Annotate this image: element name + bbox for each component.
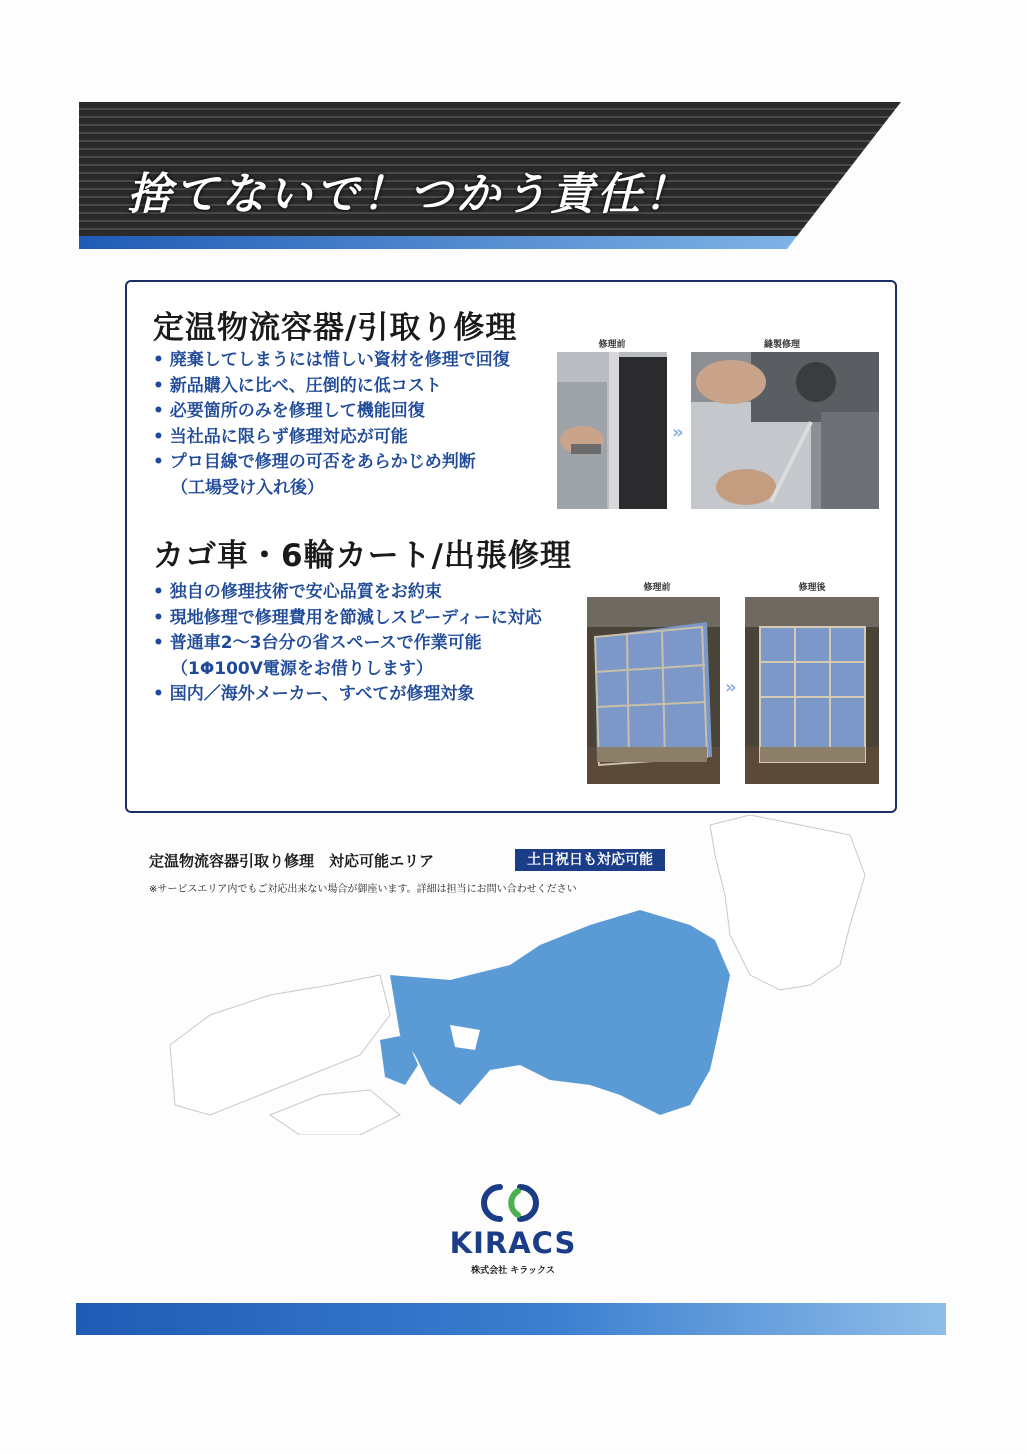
photo-caption-before-cart: 修理前	[643, 583, 671, 593]
section1-bullets	[153, 348, 510, 501]
service-info-box	[125, 280, 897, 813]
logo-wordmark: KIRACS	[449, 1226, 577, 1260]
area-note: ※サービスエリア内でもご対応出来ない場合が御座います。詳細は担当にお問い合わせください	[149, 884, 577, 895]
section2-heading: カゴ車・6輪カート/出張修理	[153, 538, 572, 574]
arrow-icon: »	[672, 422, 684, 443]
section1-heading: 定温物流容器/引取り修理	[153, 310, 518, 346]
list-item: • プロ目線で修理の可否をあらかじめ判断	[153, 452, 476, 472]
weekend-support-badge: 土日祝日も対応可能	[515, 849, 665, 871]
list-item: （工場受け入れ後）	[171, 477, 324, 498]
section2-bullets	[153, 580, 542, 708]
arrow-icon: »	[725, 677, 737, 698]
cart-before-photo	[587, 597, 720, 784]
area-title: 定温物流容器引取り修理 対応可能エリア	[149, 852, 435, 870]
list-item: • 新品購入に比べ、圧倒的に低コスト	[153, 375, 442, 396]
footer-bar	[76, 1303, 946, 1335]
photo-caption-sewing: 縫製修理	[763, 340, 800, 350]
company-name: 株式会社 キラックス	[471, 1266, 555, 1276]
list-item: • 当社品に限らず修理対応が可能	[153, 426, 408, 447]
banner-title: 捨てないで！つかう責任！	[127, 169, 691, 220]
cart-after-photo	[745, 597, 879, 784]
list-item: • 国内／海外メーカー、すべてが修理対象	[153, 684, 475, 704]
header-banner	[79, 102, 901, 249]
list-item: • 廃棄してしまうには惜しい資材を修理で回復	[153, 350, 510, 370]
sewing-repair-photo	[691, 352, 879, 509]
list-item: （1Φ100V電源をお借りします）	[171, 658, 433, 679]
container-before-photo	[557, 352, 667, 509]
list-item: • 現地修理で修理費用を節減しスピーディーに対応	[153, 607, 542, 628]
photo-caption-before: 修理前	[598, 340, 626, 350]
photo-caption-after-cart: 修理後	[798, 583, 826, 593]
list-item: • 必要箇所のみを修理して機能回復	[153, 401, 425, 421]
list-item: • 独自の修理技術で安心品質をお約束	[153, 582, 442, 602]
kiracs-logo-mark-icon	[478, 1183, 542, 1223]
highlighted-region	[380, 910, 730, 1115]
list-item: • 普通車2～3台分の省スペースで作業可能	[153, 633, 482, 653]
